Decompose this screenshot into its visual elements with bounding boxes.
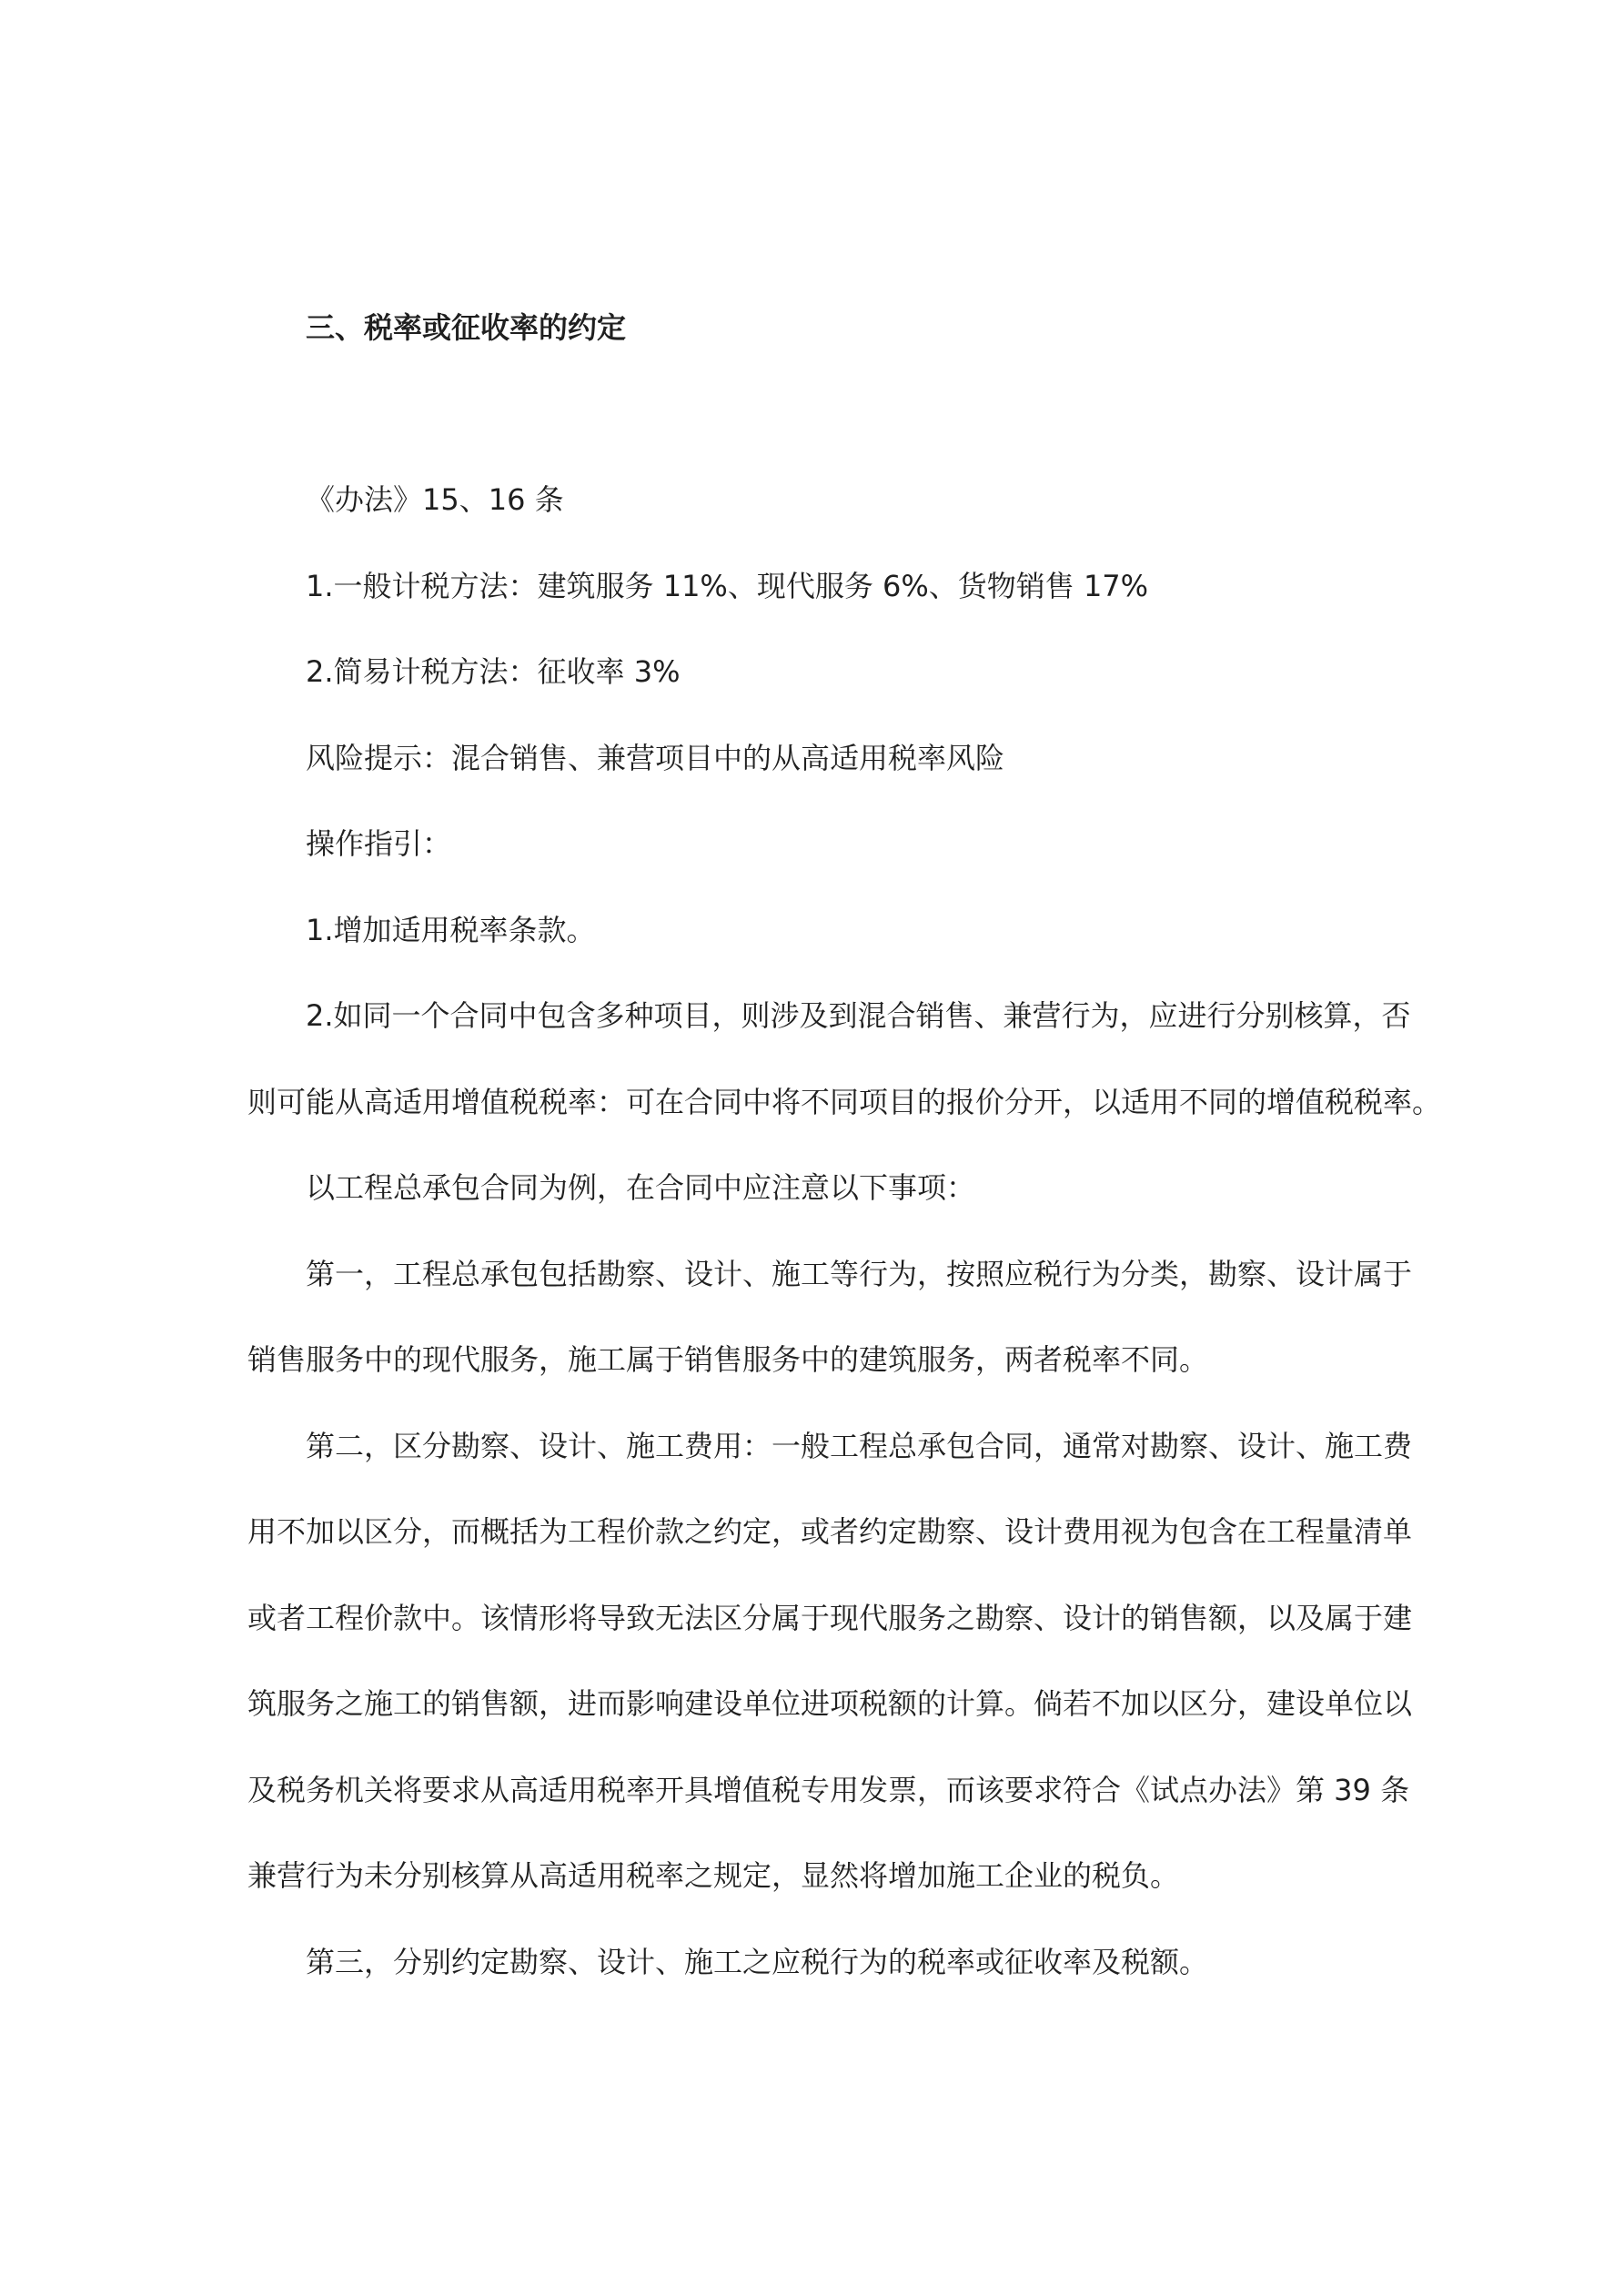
- text-line: 或者工程价款中。该情形将导致无法区分属于现代服务之勘察、设计的销售额，以及属于建: [247, 1600, 1413, 1635]
- paragraph: [247, 1145, 1388, 1231]
- section-heading: 三、税率或征收率的约定: [306, 310, 627, 345]
- paragraph: [247, 457, 1388, 543]
- text-line: 用不加以区分，而概括为工程价款之约定，或者约定勘察、设计费用视为包含在工程量清单: [247, 1514, 1413, 1549]
- paragraph: [247, 801, 1388, 887]
- text-line: 《办法》15、16 条: [306, 482, 564, 517]
- paragraph: [247, 543, 1388, 630]
- paragraph: [247, 973, 1442, 1145]
- document-body: [247, 457, 1442, 2005]
- paragraph: [247, 715, 1388, 802]
- paragraph: [247, 1231, 1413, 1403]
- paragraph: [247, 1403, 1413, 1919]
- text-line: 销售服务中的现代服务，施工属于销售服务中的建筑服务，两者税率不同。: [247, 1342, 1209, 1377]
- text-line: 筑服务之施工的销售额，进而影响建设单位进项税额的计算。倘若不加以区分，建设单位以: [247, 1686, 1413, 1721]
- paragraph: [247, 887, 1388, 974]
- text-line: 第一，工程总承包包括勘察、设计、施工等行为，按照应税行为分类，勘察、设计属于: [306, 1256, 1413, 1291]
- text-line: 操作指引：: [306, 826, 452, 861]
- text-line: 2.简易计税方法：征收率 3%: [306, 654, 681, 689]
- text-line: 第三，分别约定勘察、设计、施工之应税行为的税率或征收率及税额。: [306, 1944, 1209, 1979]
- paragraph: [247, 629, 1388, 715]
- text-line: 则可能从高适用增值税税率：可在合同中将不同项目的报价分开，以适用不同的增值税税率。: [247, 1084, 1442, 1119]
- text-line: 风险提示：混合销售、兼营项目中的从高适用税率风险: [306, 740, 1005, 775]
- text-line: 第二，区分勘察、设计、施工费用：一般工程总承包合同，通常对勘察、设计、施工费: [306, 1428, 1413, 1463]
- text-line: 兼营行为未分别核算从高适用税率之规定，显然将增加施工企业的税负。: [247, 1858, 1180, 1893]
- text-line: 2.如同一个合同中包含多种项目，则涉及到混合销售、兼营行为，应进行分别核算，否: [306, 998, 1411, 1033]
- text-line: 以工程总承包合同为例，在合同中应注意以下事项：: [306, 1170, 976, 1205]
- text-line: 1.一般计税方法：建筑服务 11%、现代服务 6%、货物销售 17%: [306, 568, 1149, 603]
- text-line: 及税务机关将要求从高适用税率开具增值税专用发票，而该要求符合《试点办法》第 39 条: [247, 1772, 1410, 1807]
- paragraph: [247, 1919, 1388, 2006]
- text-line: 1.增加适用税率条款。: [306, 912, 596, 947]
